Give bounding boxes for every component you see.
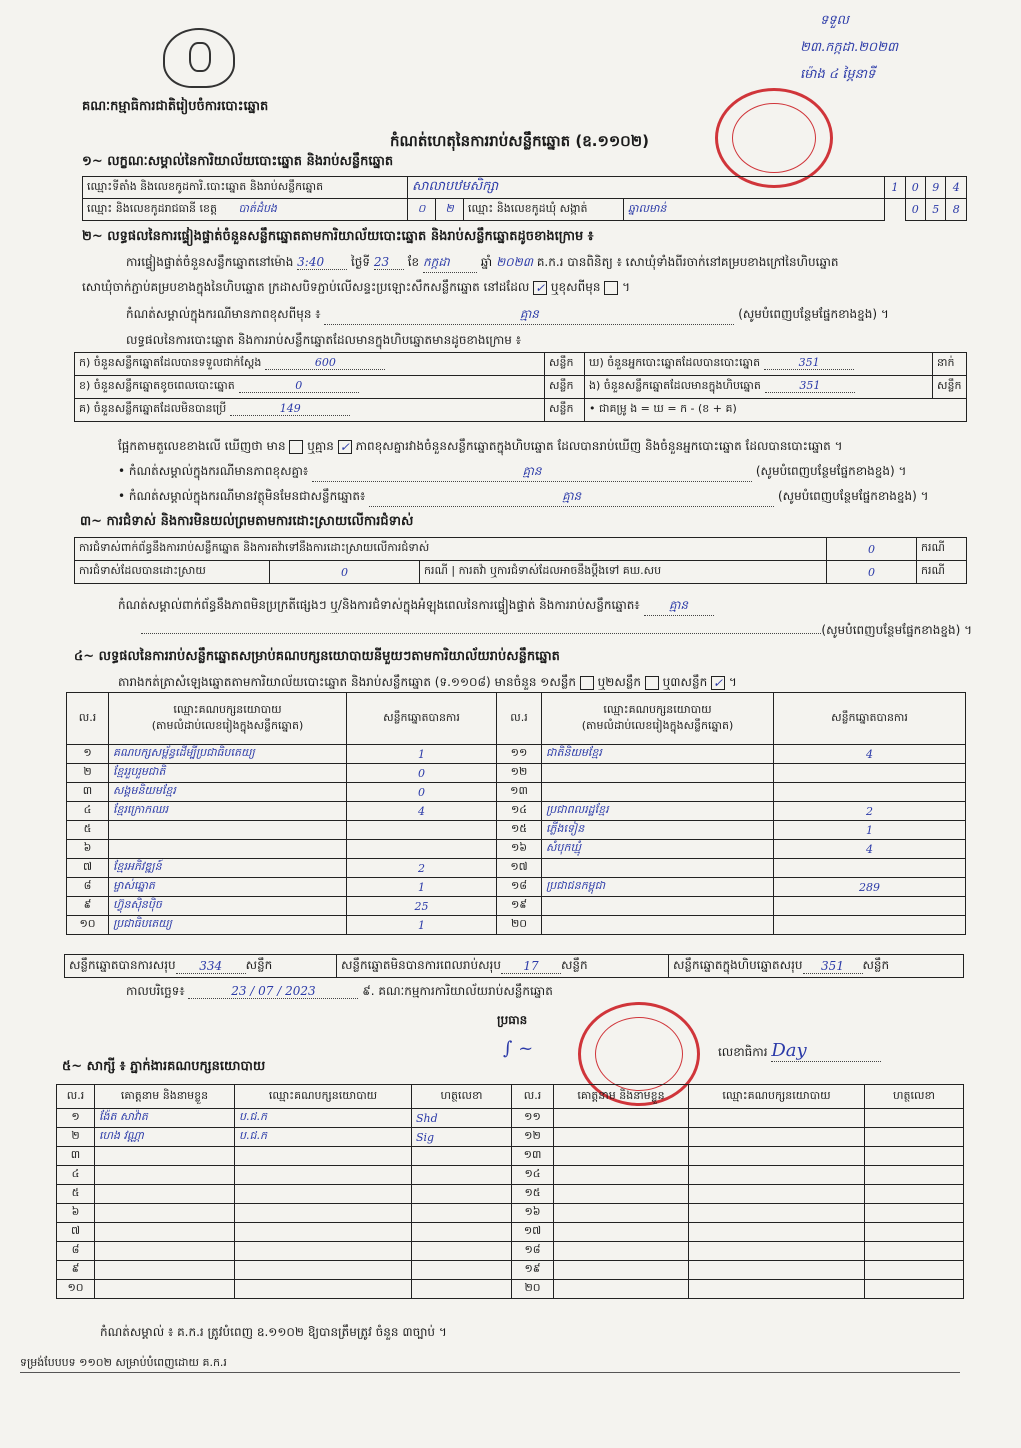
- lock-line: សោឃុំចាក់ភ្ជាប់គម្របខាងក្នុងនៃហិបឆ្នោត ក្រដាសបិទភ្ជាប់លើសន្ទះប្រឡោះសឹកសន្លឹកឆ្នោត នៅដដែល ✓ ឬខុសពីមុន ។: [82, 280, 630, 295]
- code-3: 9: [926, 177, 946, 199]
- objection-row2-label: ការជំទាស់ដែលបានដោះស្រាយ: [75, 561, 270, 584]
- party-name: ប្រជាពលរដ្ឋខ្មែរ: [542, 802, 774, 821]
- party-name: [542, 916, 774, 935]
- witness-name: [95, 1147, 235, 1166]
- party-name: [542, 859, 774, 878]
- witness-sign: [865, 1128, 964, 1147]
- witness-row: [57, 1223, 964, 1242]
- footer-divider: [20, 1372, 960, 1373]
- witness-no: ១: [57, 1109, 95, 1128]
- party-name: [109, 821, 347, 840]
- party-votes: 2: [774, 802, 966, 821]
- party-votes: 1: [347, 745, 497, 764]
- witness-name: [554, 1280, 689, 1299]
- w-col-name-2: គោត្តនាម និងនាមខ្លួន: [554, 1085, 689, 1109]
- party-no: ១៤: [497, 802, 542, 821]
- witness-row: [57, 1166, 964, 1185]
- has-diff-checkbox[interactable]: [289, 440, 303, 454]
- witness-sign: [412, 1280, 512, 1299]
- witness-party: [689, 1147, 865, 1166]
- witness-name: [95, 1166, 235, 1185]
- witness-no: ៩: [57, 1261, 95, 1280]
- party-no: ៧: [67, 859, 109, 878]
- party-name: [542, 783, 774, 802]
- results-table: [74, 352, 967, 422]
- witness-party: [689, 1280, 865, 1299]
- witness-name: [554, 1223, 689, 1242]
- one-sheet-checkbox[interactable]: [580, 676, 594, 690]
- emblem-logo: [163, 28, 235, 88]
- party-no: ១៩: [497, 897, 542, 916]
- party-votes: [347, 840, 497, 859]
- chair-signature: ∫ ~: [503, 1038, 534, 1059]
- irregularity-note: កំណត់សម្គាល់ពាក់ព័ន្ធនឹងភាពមិនប្រក្រតីផ្សេងៗ ឬ/និងការជំទាស់ក្នុងអំឡុងពេលនៃការផ្ទៀងផ្ទាត់ និងការរាប់សន្លឹកឆ្នោត៖ គ្មាន: [118, 597, 968, 616]
- witness-no: ១៦: [512, 1204, 554, 1223]
- party-row: [67, 859, 966, 878]
- code-4: 4: [946, 177, 967, 199]
- col-no-2: ល.រ: [497, 693, 542, 745]
- match-line: ផ្អែកតាមតួលេខខាងលើ ឃើញថា មាន ឬគ្មាន ✓ ភាពខុសគ្នារវាងចំនួនសន្លឹកឆ្នោតក្នុងហិបឆ្នោត ដែលបានរាប់ឃើញ និងចំនួនអ្នកបោះឆ្នោត ដែលបានបោះឆ្នោត ។: [118, 439, 843, 454]
- witness-name: [95, 1223, 235, 1242]
- party-name: ប្រជាជនកម្ពុជា: [542, 878, 774, 897]
- witness-no: ១៨: [512, 1242, 554, 1261]
- witness-name: [95, 1204, 235, 1223]
- result-intro: លទ្ធផលនៃការបោះឆ្នោត និងការរាប់សន្លឹកឆ្នោតដែលមានក្នុងហិបឆ្នោតមានដូចខាងក្រោម ៖: [126, 333, 521, 347]
- party-name: ភ្លើងទៀន: [542, 821, 774, 840]
- witness-no: ១២: [512, 1128, 554, 1147]
- witness-row: [57, 1109, 964, 1128]
- witness-sign: [412, 1185, 512, 1204]
- witness-sign: [865, 1261, 964, 1280]
- witness-party: ប.ជ.ក: [235, 1128, 412, 1147]
- office-label: ឈ្មោះទីតាំង និងលេខកូដការិ.បោះឆ្នោត និងរាប់សន្លឹកឆ្នោត: [83, 177, 408, 199]
- witness-party: [235, 1280, 412, 1299]
- section1-table: [82, 176, 967, 221]
- witness-party: [689, 1185, 865, 1204]
- province-row: ឈ្មោះ និងលេខកូដរាជធានី ខេត្ត បាត់ដំបង: [83, 199, 408, 221]
- party-votes: 0: [347, 764, 497, 783]
- three-sheet-checkbox[interactable]: ✓: [713, 675, 724, 690]
- witness-party: [235, 1204, 412, 1223]
- witness-name: [554, 1185, 689, 1204]
- commune-value: ឆ្នាលមាន់: [624, 199, 885, 221]
- witness-sign: [865, 1223, 964, 1242]
- witness-row: [57, 1185, 964, 1204]
- party-votes: [774, 859, 966, 878]
- party-no: ៥: [67, 821, 109, 840]
- witness-name: [95, 1185, 235, 1204]
- col-votes: សន្លឹកឆ្នោតបានការ: [347, 693, 497, 745]
- party-no: ៦: [67, 840, 109, 859]
- witness-party: [689, 1109, 865, 1128]
- footer-note: កំណត់សម្គាល់ ៖ គ.ក.រ ត្រូវបំពេញ ឧ.១១០២ ឱ្យបានត្រឹមត្រូវ ចំនួន ៣ច្បាប់ ។: [100, 1325, 447, 1339]
- witness-party: [235, 1147, 412, 1166]
- time-line: ការផ្ទៀងផ្ទាត់ចំនួនសន្លឹកឆ្នោតនៅម៉ោង 3:40 ថ្ងៃទី 23 ខែ កក្កដា ឆ្នាំ ២០២៣ គ.ក.រ បានពិនិត្យ ៖ សោឃុំទាំងពីរចាក់នៅគម្របខាងក្រៅនៃហិបឆ្នោត: [126, 254, 976, 273]
- party-votes: 1: [347, 878, 497, 897]
- witness-sign: Sig: [412, 1128, 512, 1147]
- date-line: កាលបរិច្ឆេទ៖ 23 / 07 / 2023 ៩. គណៈកម្មការការិយាល័យរាប់សន្លឹកឆ្នោត: [126, 984, 553, 998]
- witness-sign: [412, 1166, 512, 1185]
- witness-name: [95, 1242, 235, 1261]
- office-value: សាលាបឋមសិក្សា: [408, 177, 885, 199]
- party-no: ១០: [67, 916, 109, 935]
- party-row: [67, 745, 966, 764]
- w-col-no: ល.រ: [57, 1085, 95, 1109]
- objection-row2-value: 0: [270, 561, 420, 584]
- other-checkbox[interactable]: [604, 281, 618, 295]
- witness-sign: Shd: [412, 1109, 512, 1128]
- party-no: ១: [67, 745, 109, 764]
- party-name: ជាតិនិយមខ្មែរ: [542, 745, 774, 764]
- w-col-sign-2: ហត្ថលេខា: [865, 1085, 964, 1109]
- form-title: កំណត់ហេតុនៃការរាប់សន្លឹកឆ្នោត (ឧ.១១០២): [390, 132, 650, 150]
- w-col-party: ឈ្មោះគណបក្សនយោបាយ: [235, 1085, 412, 1109]
- witness-name: [554, 1128, 689, 1147]
- party-votes: 2: [347, 859, 497, 878]
- witness-party: ប.ជ.ក: [235, 1109, 412, 1128]
- party-row: [67, 916, 966, 935]
- province-code-1: ០: [408, 199, 436, 221]
- objection-row1-label: ការជំទាស់ពាក់ព័ន្ធនឹងការរាប់សន្លឹកឆ្នោត និងការតវ៉ាទៅនឹងការដោះស្រាយលើការជំទាស់: [75, 538, 827, 561]
- party-votes: 0: [347, 783, 497, 802]
- party-no: ២០: [497, 916, 542, 935]
- witness-name: [95, 1280, 235, 1299]
- party-no: ២: [67, 764, 109, 783]
- witness-row: [57, 1261, 964, 1280]
- witness-no: ២: [57, 1128, 95, 1147]
- witness-name: ហេង វណ្ណា: [95, 1128, 235, 1147]
- party-name: ខ្មែរអភិវឌ្ឍន៍: [109, 859, 347, 878]
- witness-party: [689, 1223, 865, 1242]
- witness-no: ៣: [57, 1147, 95, 1166]
- party-name: សង្គមនិយមខ្មែរ: [109, 783, 347, 802]
- party-row: [67, 802, 966, 821]
- party-votes: 1: [347, 916, 497, 935]
- chair-label: ប្រធាន: [497, 1013, 528, 1027]
- corner-note: ទទួល ២៣.កក្កដា.២០២៣ ម៉ោង ៤ ម្ភៃនាទី: [800, 13, 899, 82]
- fill-more-3: (សូមបំពេញបន្ថែមផ្នែកខាងខ្នង) ។: [82, 622, 972, 640]
- witness-sign: [865, 1280, 964, 1299]
- party-votes: [347, 821, 497, 840]
- witness-party: [689, 1204, 865, 1223]
- party-name: [542, 764, 774, 783]
- party-row: [67, 878, 966, 897]
- party-row: [67, 821, 966, 840]
- party-name: ខ្មែររួបរួមជាតិ: [109, 764, 347, 783]
- party-votes: [774, 764, 966, 783]
- witness-sign: [865, 1166, 964, 1185]
- witness-party: [689, 1128, 865, 1147]
- party-name: ហ៊្វុនស៊ិនប៉ិច: [109, 897, 347, 916]
- party-votes: 4: [774, 840, 966, 859]
- note-diff-line: កំណត់សម្គាល់ក្នុងករណីមានភាពខុសពីមុន ៖ គ្មាន (សូមបំពេញបន្ថែមផ្នែកខាងខ្នង) ។: [126, 306, 971, 325]
- objection-table: [74, 537, 967, 584]
- party-no: ១៦: [497, 840, 542, 859]
- party-no: ១៥: [497, 821, 542, 840]
- commune-label: ឈ្មោះ និងលេខកូដឃុំ សង្កាត់: [464, 199, 624, 221]
- col-no: ល.រ: [67, 693, 109, 745]
- secretary-line: លេខាធិការ Day: [718, 1040, 881, 1062]
- witness-name: [554, 1147, 689, 1166]
- witness-name: [554, 1204, 689, 1223]
- witness-no: ៦: [57, 1204, 95, 1223]
- bullet1-line: • កំណត់សម្គាល់ក្នុងករណីមានភាពខុសគ្នា៖ គ្មាន (សូមបំពេញបន្ថែមផ្នែកខាងខ្នង) ។: [118, 463, 973, 482]
- witness-sign: [412, 1204, 512, 1223]
- witness-no: ៥: [57, 1185, 95, 1204]
- section1-title: ១~ លក្ខណៈសម្គាល់នៃការិយាល័យបោះឆ្នោត និងរាប់សន្លឹកឆ្នោត: [82, 154, 394, 169]
- total-invalid: សន្លឹកឆ្នោតមិនបានការពេលរាប់សរុប 17 សន្លឹក: [337, 955, 669, 977]
- witness-no: ១០: [57, 1280, 95, 1299]
- party-votes: 25: [347, 897, 497, 916]
- witness-row: [57, 1204, 964, 1223]
- witness-name: [554, 1166, 689, 1185]
- w-col-party-2: ឈ្មោះគណបក្សនយោបាយ: [689, 1085, 865, 1109]
- total-valid: សន្លឹកឆ្នោតបានការសរុប 334 សន្លឹក: [65, 955, 337, 977]
- commune-code-3: 8: [946, 199, 967, 221]
- org-name: គណៈកម្មាធិការជាតិរៀបចំការបោះឆ្នោត: [82, 99, 269, 114]
- witness-sign: [865, 1109, 964, 1128]
- witness-sign: [412, 1242, 512, 1261]
- party-no: ៤: [67, 802, 109, 821]
- witness-party: [689, 1261, 865, 1280]
- sheet-count-line: តារាងកត់ត្រាសំឡេងឆ្នោតតាមការិយាល័យបោះឆ្នោត និងរាប់សន្លឹកឆ្នោត (ទ.១១០៨) មានចំនួន ១សន្លឹក ឬ២សន្លឹក ឬ៣សន្លឹក ✓ ។: [118, 675, 737, 690]
- objection-row2b-value: 0: [827, 561, 917, 584]
- province-code-2: ២: [436, 199, 464, 221]
- col-party: ឈ្មោះគណបក្សនយោបាយ (តាមលំដាប់លេខរៀងក្នុងសន្លឹកឆ្នោត): [109, 693, 347, 745]
- party-name: ប្រជាធិបតេយ្យ: [109, 916, 347, 935]
- witness-name: [554, 1242, 689, 1261]
- witness-row: [57, 1242, 964, 1261]
- bullet2-line: • កំណត់សម្គាល់ក្នុងករណីមានវត្ថុមិនមែនជាសន្លឹកឆ្នោត៖ គ្មាន (សូមបំពេញបន្ថែមផ្នែកខាងខ្នង) ។: [118, 488, 973, 507]
- party-name: [542, 897, 774, 916]
- party-no: ១១: [497, 745, 542, 764]
- witness-party: [235, 1261, 412, 1280]
- party-row: [67, 840, 966, 859]
- witness-row: [57, 1147, 964, 1166]
- party-votes: [774, 916, 966, 935]
- witness-no: ៧: [57, 1223, 95, 1242]
- col-party-2: ឈ្មោះគណបក្សនយោបាយ (តាមលំដាប់លេខរៀងក្នុងសន្លឹកឆ្នោត): [542, 693, 774, 745]
- party-name: [109, 840, 347, 859]
- objection-row1-value: 0: [827, 538, 917, 561]
- totals-row: [64, 954, 964, 978]
- witness-sign: [865, 1242, 964, 1261]
- party-name: ខ្មែរក្រោកឈរ: [109, 802, 347, 821]
- party-name: សំបុកឃ្មុំ: [542, 840, 774, 859]
- witness-sign: [865, 1147, 964, 1166]
- result-row: ខ) ចំនួនសន្លឹកឆ្នោតខូចពេលបោះឆ្នោត 0 សន្លឹក ង) ចំនួនសន្លឹកឆ្នោតដែលមានក្នុងហិបឆ្នោត 351 សន្លឹក: [75, 376, 967, 399]
- section2-title: ២~ លទ្ធផលនៃការផ្ទៀងផ្ទាត់ចំនួនសន្លឹកឆ្នោតតាមការិយាល័យបោះឆ្នោត និងរាប់សន្លឹកឆ្នោតដូចខាងក្រោម ៖: [82, 229, 594, 244]
- party-row: [67, 897, 966, 916]
- party-name: គណបក្សសម្ព័ន្ធដើម្បីប្រជាធិបតេយ្យ: [109, 745, 347, 764]
- w-col-name: គោត្តនាម និងនាមខ្លួន: [95, 1085, 235, 1109]
- witness-sign: [865, 1204, 964, 1223]
- witness-no: ១៤: [512, 1166, 554, 1185]
- witness-sign: [412, 1261, 512, 1280]
- unit-label: ករណី: [917, 561, 967, 584]
- commune-code-1: 0: [905, 199, 925, 221]
- witness-row: [57, 1128, 964, 1147]
- witness-no: ១៣: [512, 1147, 554, 1166]
- witness-no: ១៩: [512, 1261, 554, 1280]
- witness-sign: [865, 1185, 964, 1204]
- party-no: ១៧: [497, 859, 542, 878]
- party-no: ៨: [67, 878, 109, 897]
- objection-row2b: ករណី | ការតវ៉ា ឬការជំទាស់ដែលអាចនឹងប្តឹងទៅ គឃ.សប: [420, 561, 827, 584]
- section4-title: ៤~ លទ្ធផលនៃការរាប់សន្លឹកឆ្នោតសម្រាប់គណបក្សនយោបាយនីមួយៗតាមការិយាល័យរាប់សន្លឹកឆ្នោត: [74, 649, 560, 664]
- witness-no: ៨: [57, 1242, 95, 1261]
- witness-party: [689, 1166, 865, 1185]
- party-no: ៣: [67, 783, 109, 802]
- witness-party: [235, 1242, 412, 1261]
- witness-row: [57, 1280, 964, 1299]
- witness-party: [235, 1185, 412, 1204]
- col-votes-2: សន្លឹកឆ្នោតបានការ: [774, 693, 966, 745]
- unit-label: ករណី: [917, 538, 967, 561]
- party-votes: 289: [774, 878, 966, 897]
- code-1: 1: [885, 177, 905, 199]
- witness-no: ១៧: [512, 1223, 554, 1242]
- witness-party: [235, 1223, 412, 1242]
- witness-no: ២០: [512, 1280, 554, 1299]
- witness-sign: [412, 1223, 512, 1242]
- same-checkbox[interactable]: ✓: [535, 280, 546, 295]
- witness-no: ១១: [512, 1109, 554, 1128]
- no-diff-checkbox[interactable]: ✓: [339, 439, 350, 454]
- witness-party: [235, 1166, 412, 1185]
- total-box: សន្លឹកឆ្នោតក្នុងហិបឆ្នោតសរុប 351 សន្លឹក: [673, 958, 890, 973]
- commune-code-2: 5: [926, 199, 946, 221]
- w-col-no-2: ល.រ: [512, 1085, 554, 1109]
- section3-title: ៣~ ការជំទាស់ និងការមិនយល់ព្រមតាមការដោះស្រាយលើការជំទាស់: [80, 514, 414, 529]
- party-no: ៩: [67, 897, 109, 916]
- official-stamp: [715, 88, 833, 188]
- section5-title: ៥~ សាក្សី ៖ ភ្នាក់ងារគណបក្សនយោបាយ: [62, 1059, 266, 1074]
- witness-name: [95, 1261, 235, 1280]
- witness-no: ១៥: [512, 1185, 554, 1204]
- witness-name: [554, 1109, 689, 1128]
- party-votes-table: [66, 692, 966, 935]
- party-row: [67, 764, 966, 783]
- two-sheet-checkbox[interactable]: [645, 676, 659, 690]
- code-2: 0: [905, 177, 925, 199]
- party-no: ១៣: [497, 783, 542, 802]
- witness-no: ៤: [57, 1166, 95, 1185]
- party-name: ម្ចាស់ឆ្នោត: [109, 878, 347, 897]
- w-col-sign: ហត្ថលេខា: [412, 1085, 512, 1109]
- witness-party: [689, 1242, 865, 1261]
- party-votes: [774, 897, 966, 916]
- witness-name: ង៉ែត សាវ៉ាត: [95, 1109, 235, 1128]
- witness-sign: [412, 1147, 512, 1166]
- party-no: ១២: [497, 764, 542, 783]
- result-row: គ) ចំនួនសន្លឹកឆ្នោតដែលមិនបានប្រើ 149 សន្លឹក • ជាគម្រូ ង = ឃ = ក - (ខ + គ): [75, 399, 967, 422]
- party-votes: 4: [347, 802, 497, 821]
- party-votes: [774, 783, 966, 802]
- party-no: ១៨: [497, 878, 542, 897]
- party-row: [67, 783, 966, 802]
- party-votes: 1: [774, 821, 966, 840]
- result-row: ក) ចំនួនសន្លឹកឆ្នោតដែលបានទទួលជាក់ស្តែង 600 សន្លឹក ឃ) ចំនួនអ្នកបោះឆ្នោតដែលបានបោះឆ្នោត 351 នាក់: [75, 353, 967, 376]
- form-note: ទម្រង់បែបបទ ១១០២ សម្រាប់បំពេញដោយ គ.ក.រ: [20, 1356, 227, 1369]
- witness-name: [554, 1261, 689, 1280]
- party-votes: 4: [774, 745, 966, 764]
- witness-table: [56, 1084, 964, 1299]
